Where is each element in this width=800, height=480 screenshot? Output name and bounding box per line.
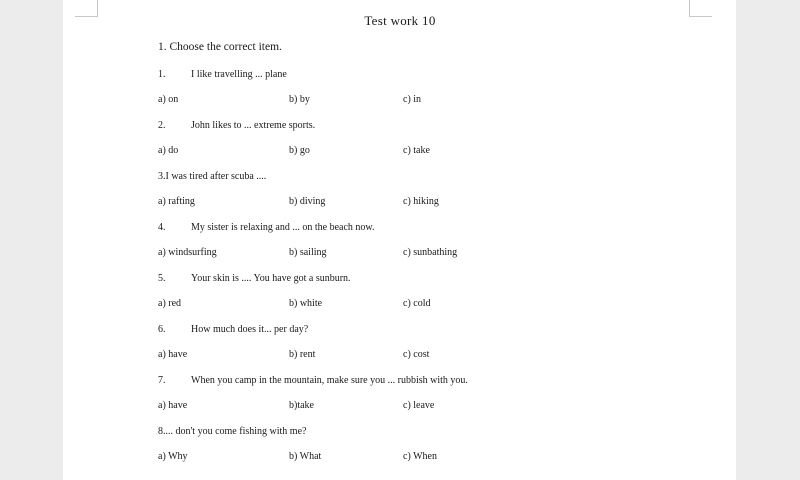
question-number: 7. [158,375,166,386]
option-a: a) have [158,400,188,411]
document-title: Test work 10 [364,13,436,28]
question-text: When you camp in the mountain, make sure you ... rubbish with you. [191,375,468,386]
question-text: 8.... don't you come fishing with me? [158,426,307,437]
option-c: c) leave [403,400,435,411]
option-c: c) hiking [403,196,439,207]
question-text: Your skin is .... You have got a sunburn. [191,273,351,284]
option-a: a) windsurfing [158,247,217,258]
option-b: b) What [289,451,322,462]
question-text: I like travelling ... plane [191,69,287,80]
option-b: b) white [289,298,323,309]
option-b: b) go [289,145,310,156]
option-a: a) have [158,349,188,360]
option-b: b) rent [289,349,316,360]
option-a: a) do [158,145,179,156]
option-b: b) by [289,94,310,105]
option-b: b)take [289,400,314,411]
question-text: My sister is relaxing and ... on the beach now. [191,222,375,233]
section-heading: 1. Choose the correct item. [158,41,282,53]
question-text: 3.I was tired after scuba .... [158,171,267,182]
question-number: 4. [158,222,166,233]
question-number: 2. [158,120,166,131]
option-b: b) sailing [289,247,327,258]
option-c: c) When [403,451,437,462]
option-c: c) cold [403,298,431,309]
option-b: b) diving [289,196,326,207]
question-number: 6. [158,324,166,335]
option-a: a) Why [158,451,188,462]
option-c: c) cost [403,349,430,360]
option-a: a) red [158,298,182,309]
question-text: How much does it... per day? [191,324,309,335]
option-c: c) sunbathing [403,247,458,258]
option-c: c) in [403,94,422,105]
option-c: c) take [403,145,430,156]
option-a: a) on [158,94,179,105]
question-number: 1. [158,69,166,80]
option-a: a) rafting [158,196,195,207]
question-number: 5. [158,273,166,284]
question-text: John likes to ... extreme sports. [191,120,316,131]
